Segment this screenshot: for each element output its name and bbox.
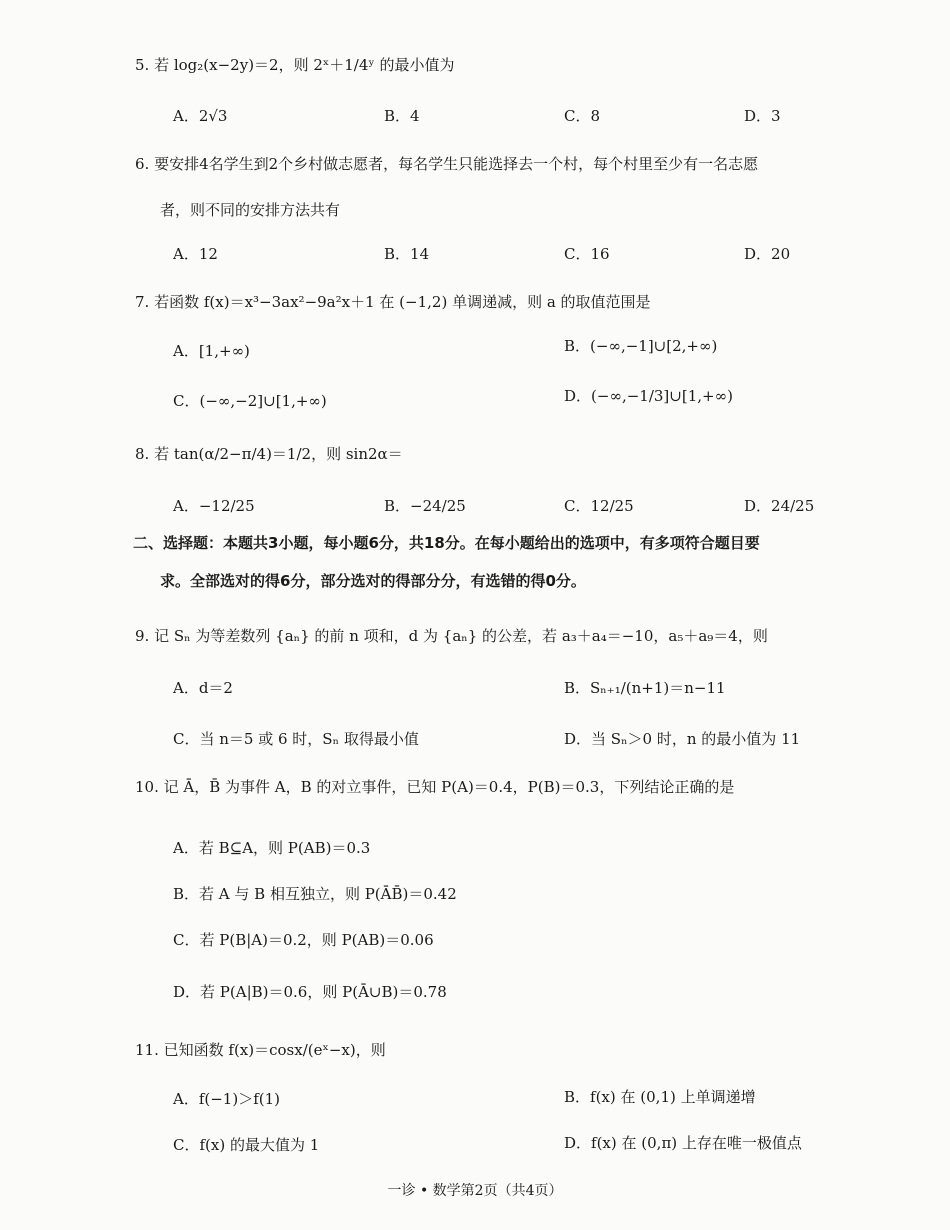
question-8-stem: 8. 若 tan(α/2−π/4)＝1/2，则 sin2α＝ (135, 445, 403, 463)
question-6-stem-line1: 6. 要安排4名学生到2个乡村做志愿者，每名学生只能选择去一个村，每个村里至少有一名志愿 (135, 155, 759, 173)
q7-option-b: B．(−∞,−1]∪[2,+∞) (564, 337, 718, 355)
q8-option-a: A．−12/25 (173, 497, 255, 515)
section-2-heading-line2: 求。全部选对的得6分，部分选对的得部分分，有选错的得0分。 (160, 572, 586, 590)
q6-option-a: A．12 (173, 245, 218, 263)
q5-option-a: A．2√3 (173, 107, 228, 125)
q10-option-c: C．若 P(B|A)＝0.2，则 P(AB)＝0.06 (173, 931, 434, 949)
q10-option-a: A．若 B⊆A，则 P(AB)＝0.3 (173, 839, 371, 857)
q9-option-d: D．当 Sₙ＞0 时，n 的最小值为 11 (564, 730, 801, 748)
question-11-stem: 11. 已知函数 f(x)＝cosx/(eˣ−x)，则 (135, 1041, 386, 1059)
q5-option-d: D．3 (744, 107, 781, 125)
question-6-stem-line2: 者，则不同的安排方法共有 (160, 201, 341, 219)
q7-option-a: A．[1,+∞) (173, 342, 250, 360)
q5-option-b: B．4 (384, 107, 420, 125)
q8-option-c: C．12/25 (564, 497, 634, 515)
q11-option-a: A．f(−1)＞f(1) (173, 1090, 280, 1108)
q9-option-c: C．当 n＝5 或 6 时，Sₙ 取得最小值 (173, 730, 419, 748)
q11-option-b: B．f(x) 在 (0,1) 上单调递增 (564, 1088, 756, 1106)
q6-option-b: B．14 (384, 245, 430, 263)
page-footer: 一诊 • 数学第2页（共4页） (387, 1183, 563, 1199)
section-2-heading-line1: 二、选择题：本题共3小题，每小题6分，共18分。在每小题给出的选项中，有多项符合题目要 (133, 534, 760, 552)
question-5-stem: 5. 若 log₂(x−2y)＝2，则 2ˣ＋1/4ʸ 的最小值为 (135, 56, 455, 74)
q9-option-b: B．Sₙ₊₁/(n+1)＝n−11 (564, 679, 726, 697)
q7-option-c: C．(−∞,−2]∪[1,+∞) (173, 392, 327, 410)
question-10-stem: 10. 记 Ā，B̄ 为事件 A，B 的对立事件，已知 P(A)＝0.4，P(B)＝0.3，下列结论正确的是 (135, 778, 735, 796)
q8-option-b: B．−24/25 (384, 497, 466, 515)
q10-option-d: D．若 P(A|B)＝0.6，则 P(Ā∪B)＝0.78 (173, 983, 447, 1001)
q11-option-d: D．f(x) 在 (0,π) 上存在唯一极值点 (564, 1134, 802, 1152)
q11-option-c: C．f(x) 的最大值为 1 (173, 1136, 320, 1154)
question-7-stem: 7. 若函数 f(x)＝x³−3ax²−9a²x＋1 在 (−1,2) 单调递减，则 a 的取值范围是 (135, 293, 651, 311)
q9-option-a: A．d＝2 (173, 679, 233, 697)
question-9-stem: 9. 记 Sₙ 为等差数列 {aₙ} 的前 n 项和，d 为 {aₙ} 的公差，若 a₃＋a₄＝−10，a₅＋a₉＝4，则 (135, 627, 768, 645)
q6-option-c: C．16 (564, 245, 610, 263)
q7-option-d: D．(−∞,−1/3]∪[1,+∞) (564, 387, 733, 405)
q8-option-d: D．24/25 (744, 497, 815, 515)
q10-option-b: B．若 A 与 B 相互独立，则 P(ĀB̄)＝0.42 (173, 885, 457, 903)
q5-option-c: C．8 (564, 107, 601, 125)
q6-option-d: D．20 (744, 245, 791, 263)
